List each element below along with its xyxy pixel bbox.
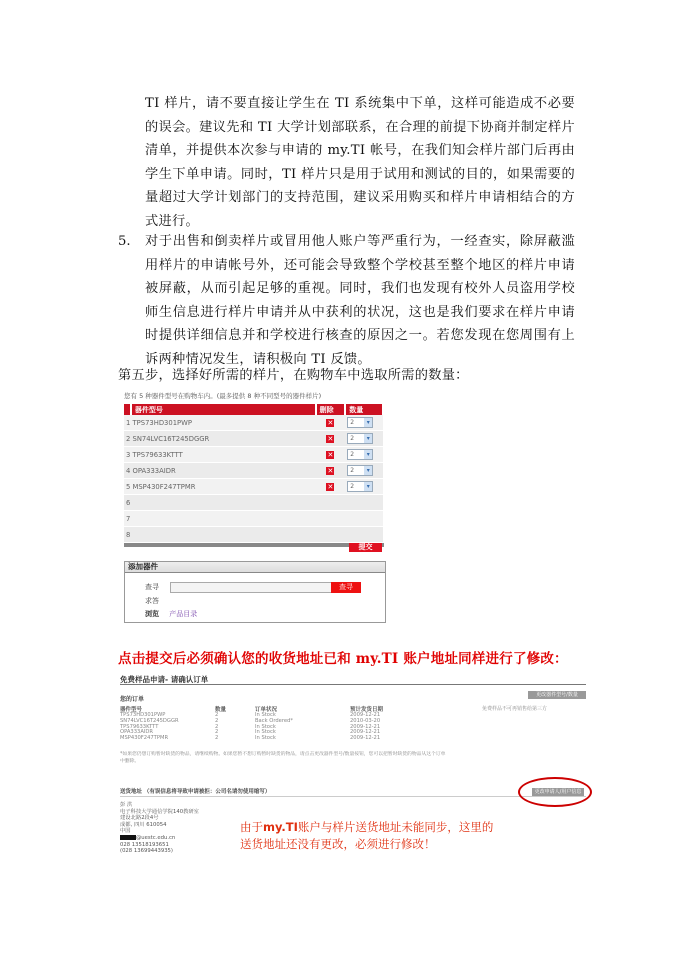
search-button[interactable]: 查寻 xyxy=(331,582,361,593)
cart-qty-cell xyxy=(345,527,383,543)
quantity-value: 2 xyxy=(350,467,355,474)
row-number: 4 xyxy=(126,466,131,475)
part-number: SN74LVC16T245DGGR xyxy=(132,434,210,443)
order-cell: 2009-12-21 xyxy=(350,729,381,736)
part-search-input[interactable] xyxy=(170,582,332,593)
delete-icon[interactable]: ✕ xyxy=(327,418,334,427)
part-number: TPS79633KTTT xyxy=(132,450,183,459)
cart-row xyxy=(124,415,383,431)
chevron-down-icon: ▾ xyxy=(364,466,372,475)
divider xyxy=(120,796,586,797)
address-warning-heading: 点击提交后必须确认您的收货地址已和 my.TI 账户地址同样进行了修改： xyxy=(118,651,568,667)
order-cell: OPA333AIDR xyxy=(120,729,154,736)
quantity-select[interactable] xyxy=(347,481,373,492)
address-email: @uestc.edu.cn xyxy=(136,834,176,841)
add-part-title: 添加器件 xyxy=(125,562,385,573)
order-row xyxy=(120,736,430,742)
order-cell: 2 xyxy=(215,717,219,724)
delete-icon[interactable]: ✕ xyxy=(327,482,334,491)
row-number: 7 xyxy=(126,514,131,523)
chevron-down-icon: ▾ xyxy=(364,434,372,443)
order-cell: In Stock xyxy=(255,723,276,730)
order-header-qty: 数量 xyxy=(215,707,227,713)
cart-row xyxy=(124,527,383,543)
order-cell: 2 xyxy=(215,723,219,730)
delete-icon[interactable]: ✕ xyxy=(327,434,334,443)
edit-parts-button[interactable]: 更改器件型号/数量 xyxy=(528,691,586,699)
cart-part-cell xyxy=(124,527,316,543)
order-cell: In Stock xyxy=(255,712,276,718)
order-cell: 2009-12-21 xyxy=(350,735,381,742)
quantity-select[interactable] xyxy=(347,433,373,444)
edit-address-button[interactable]: 更改申请人/用户信息 xyxy=(532,788,584,796)
cart-delete-cell xyxy=(316,463,346,479)
order-cell: SN74LVC16T245DGGR xyxy=(120,717,179,724)
browse-row xyxy=(145,609,197,619)
row-number: 1 xyxy=(126,418,131,427)
redaction-bar xyxy=(120,835,136,840)
cart-table xyxy=(124,404,384,543)
cart-qty-cell xyxy=(345,495,383,511)
cart-header-delete: 删除 xyxy=(316,404,346,415)
order-table xyxy=(120,705,430,742)
address-email-row xyxy=(120,835,199,842)
submit-button[interactable]: 提交 xyxy=(349,543,382,552)
order-header-status: 订单状况 xyxy=(255,707,278,713)
cart-part-cell xyxy=(124,463,316,479)
annotation-suffix: 账户与样片送货地址未能同步，这里的 xyxy=(297,820,494,834)
cart-qty-cell xyxy=(345,463,383,479)
cart-part-cell xyxy=(124,511,316,527)
cart-bottom-bar xyxy=(124,543,384,547)
quantity-value: 2 xyxy=(350,483,355,490)
confirm-order-title: 免费样品申请- 请确认订单 xyxy=(120,674,586,685)
quantity-select[interactable] xyxy=(347,417,373,428)
add-part-panel xyxy=(124,561,386,623)
order-cell: 2 xyxy=(215,735,219,742)
cart-row xyxy=(124,511,383,527)
paragraph-item-5: 对于出售和倒卖样片或冒用他人账户等严重行为，一经查实，除屏蔽滥用样片的申请帐号外，还可能会导致整个学校甚至整个地区的样片申请被屏蔽，从而引起足够的重视。同时，我们也发现有校外人员盗用学校师生信息进行样片申请并从中获利的状况，这也是我们要求在样片申请时提供详细信息并和学校进行核查的原因之一。若您发现在您周围有上诉两种情况发生，请积极向 TI 反馈。 xyxy=(145,234,575,367)
address-line: 中国 xyxy=(120,828,131,835)
cart-part-cell xyxy=(124,495,316,511)
annotation-line-1 xyxy=(240,819,493,836)
address-sync-annotation xyxy=(240,819,493,853)
cart-row xyxy=(124,463,383,479)
cart-screenshot xyxy=(124,391,384,551)
cart-qty-cell xyxy=(345,431,383,447)
cart-delete-cell xyxy=(316,511,346,527)
shipping-address-label: 送货地址 （有误信息将导致申请被拒：公司名请勿使用缩写） xyxy=(120,789,271,795)
cart-part-cell xyxy=(124,479,316,495)
cart-row xyxy=(124,431,383,447)
delete-icon[interactable]: ✕ xyxy=(327,450,334,459)
order-cell: TPS73HD301PWP xyxy=(120,712,166,718)
row-number: 3 xyxy=(126,450,131,459)
cart-part-cell xyxy=(124,415,316,431)
row-number: 6 xyxy=(126,498,131,507)
order-cell: Back Ordered* xyxy=(255,717,293,724)
cart-qty-cell xyxy=(345,511,383,527)
cart-part-cell xyxy=(124,447,316,463)
highlight-oval xyxy=(518,777,592,807)
row-number: 2 xyxy=(126,434,131,443)
cart-delete-cell xyxy=(316,447,346,463)
chevron-down-icon: ▾ xyxy=(364,418,372,427)
address-line: (028 13699443935) xyxy=(120,848,173,855)
cart-header-spacer xyxy=(124,404,131,415)
quantity-value: 2 xyxy=(350,419,355,426)
paragraph-ti-sample-guidance: TI 样片，请不要直接让学生在 TI 系统集中下单，这样可能造成不必要的误会。建议先和 TI 大学计划部联系，在合理的前提下协商并制定样片清单，并提供本次参与申请的 my.TI 帐号，在我们知会样片部门后再由学生下单申请。同时，TI 样片只是用于试用和测试的目的，如果需要的量超过大学计划部门的支持范围，建议采用购买和样片申请相结合的方式进行。 xyxy=(145,96,575,229)
cart-note: 您有 5 种器件型号在购物车内。(最多提供 8 种不同型号的器件样片) xyxy=(124,392,322,400)
row-number: 8 xyxy=(126,530,131,539)
order-cell: TPS79633KTTT xyxy=(120,723,159,730)
annotation-brand: my.TI xyxy=(263,820,298,834)
cart-qty-cell xyxy=(345,447,383,463)
cart-delete-cell xyxy=(316,527,346,543)
address-line: 电子科技大学通信学院140教研室 xyxy=(120,808,199,815)
cart-row xyxy=(124,479,383,495)
cart-qty-cell xyxy=(345,415,383,431)
row-number: 5 xyxy=(126,482,131,491)
shipping-address xyxy=(120,802,199,855)
cart-qty-cell xyxy=(345,479,383,495)
your-order-subtitle: 您的订单 xyxy=(120,696,145,703)
address-line: 成都, 四川 610054 xyxy=(120,821,167,828)
order-header-ship-date: 预计发货日期 xyxy=(350,707,384,713)
quantity-value: 2 xyxy=(350,435,355,442)
delete-icon[interactable]: ✕ xyxy=(327,466,334,475)
address-line: 彭 洪 xyxy=(120,802,133,808)
cart-delete-cell xyxy=(316,415,346,431)
order-cell: 2010-03-20 xyxy=(350,717,381,724)
list-number-5: 5. xyxy=(118,234,131,249)
annotation-prefix: 由于 xyxy=(240,820,263,834)
order-cell: 2009-12-21 xyxy=(350,712,381,718)
order-cell: 2009-12-21 xyxy=(350,723,381,730)
order-cell: In Stock xyxy=(255,729,276,736)
part-number: MSP430F247TPMR xyxy=(132,482,196,491)
chevron-down-icon: ▾ xyxy=(364,450,372,459)
order-cell: MSP430F247TPMR xyxy=(120,735,169,742)
cart-part-cell xyxy=(124,431,316,447)
part-number: TPS73HD301PWP xyxy=(132,418,192,427)
cart-row xyxy=(124,447,383,463)
cart-row xyxy=(124,495,383,511)
order-cell: 2 xyxy=(215,712,219,718)
annotation-line-2: 送货地址还没有更改，必须进行修改！ xyxy=(240,837,436,851)
address-line: 建设北路2段4号 xyxy=(120,815,159,822)
free-sample-note: 免费样品不可再销售给第三方 xyxy=(482,706,548,712)
request-label: 求答 xyxy=(145,597,159,605)
order-header-part: 器件型号 xyxy=(120,707,143,713)
quantity-select[interactable] xyxy=(347,465,373,476)
quantity-select[interactable] xyxy=(347,449,373,460)
backorder-footnote: *如果您仍想订购暂时缺货的物品，请继续购物。如果您暂不想订购暂时缺货的物品，请点击更改器件型号/数量按钮，您可以把暂时缺货的物品从这个订单中删除。 xyxy=(120,752,446,764)
order-cell: 2 xyxy=(215,729,219,736)
order-cell: In Stock xyxy=(255,735,276,742)
part-number: OPA333AIDR xyxy=(132,466,176,475)
product-catalog-link[interactable]: 产品目录 xyxy=(169,610,198,618)
cart-delete-cell xyxy=(316,431,346,447)
search-label: 查寻 xyxy=(145,583,159,591)
quantity-value: 2 xyxy=(350,451,355,458)
chevron-down-icon: ▾ xyxy=(364,482,372,491)
step-five-heading: 第五步，选择好所需的样片，在购物车中选取所需的数量： xyxy=(118,368,469,383)
browse-label: 浏览 xyxy=(145,610,159,618)
cart-delete-cell xyxy=(316,479,346,495)
cart-header-part: 器件型号 xyxy=(131,404,316,415)
cart-header-qty: 数量 xyxy=(345,404,383,415)
cart-delete-cell xyxy=(316,495,346,511)
address-line: 028 13518193651 xyxy=(120,841,169,848)
